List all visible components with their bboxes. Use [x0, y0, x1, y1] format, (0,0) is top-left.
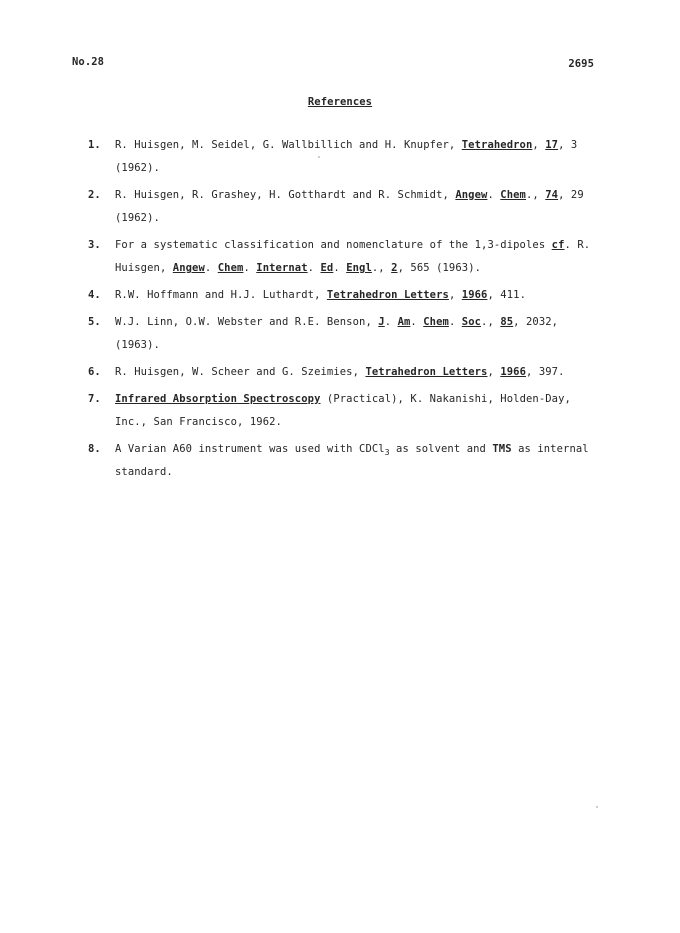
reference-text	[115, 393, 571, 428]
underlined-citation-text: Angew	[455, 189, 488, 201]
reference-number: 7.	[88, 393, 101, 405]
reference-text	[115, 139, 577, 174]
citation-text: .	[384, 316, 398, 328]
page-number: 2695	[568, 58, 594, 70]
references-list	[88, 134, 598, 488]
reference-number: 5.	[88, 316, 101, 328]
reference-item	[88, 311, 598, 357]
underlined-citation-text: Ed	[320, 262, 334, 274]
citation-text: ,	[448, 289, 462, 301]
reference-text	[115, 366, 565, 378]
citation-text: , 29 (1962).	[115, 189, 584, 224]
citation-text: R. Huisgen, R. Grashey, H. Gotthardt and R. Schmidt,	[115, 189, 456, 201]
underlined-citation-text: J	[378, 316, 385, 328]
citation-text: For a systematic classification and nomenclature of the 1,3-dipoles	[115, 239, 552, 251]
reference-number: 6.	[88, 366, 101, 378]
citation-text: .	[307, 262, 321, 274]
underlined-citation-text: 74	[545, 189, 559, 201]
citation-text: R. Huisgen, W. Scheer and G. Szeimies,	[115, 366, 366, 378]
underlined-citation-text: cf	[551, 239, 565, 251]
reference-text	[115, 189, 584, 224]
reference-number: 1.	[88, 139, 101, 151]
citation-text: .	[487, 189, 501, 201]
citation-text: .	[410, 316, 424, 328]
reference-number: 8.	[88, 443, 101, 455]
citation-text: R. Huisgen, M. Seidel, G. Wallbillich and H. Knupfer,	[115, 139, 462, 151]
reference-item	[88, 284, 598, 307]
underlined-citation-text: 1966	[461, 289, 488, 301]
citation-text: as internal standard.	[115, 443, 589, 478]
underlined-citation-text: Chem	[500, 189, 526, 201]
underlined-citation-text: 17	[545, 139, 559, 151]
reference-number: 3.	[88, 239, 101, 251]
underlined-citation-text: Tetrahedron Letters	[365, 366, 488, 378]
reference-text	[115, 239, 590, 274]
citation-text: , 2032, (1963).	[115, 316, 559, 351]
scan-speck	[596, 806, 598, 808]
reference-item	[88, 184, 598, 230]
citation-text: as solvent and	[389, 443, 493, 455]
citation-text: R.W. Hoffmann and H.J. Luthardt,	[115, 289, 327, 301]
underlined-citation-text: Internat	[256, 262, 308, 274]
citation-text: 3	[384, 448, 390, 457]
citation-text: , 411.	[487, 289, 526, 301]
underlined-citation-text: Soc	[461, 316, 482, 328]
reference-text	[115, 443, 589, 478]
underlined-citation-text: 85	[500, 316, 514, 328]
reference-item	[88, 361, 598, 384]
underlined-citation-text: Chem	[217, 262, 244, 274]
citation-text: W.J. Linn, O.W. Webster and R.E. Benson,	[115, 316, 379, 328]
reference-item	[88, 134, 598, 180]
citation-text: .	[204, 262, 218, 274]
underlined-citation-text: Infrared Absorption Spectroscopy	[115, 393, 321, 405]
citation-text: ,	[532, 139, 546, 151]
reference-item	[88, 438, 598, 484]
underlined-citation-text: Engl	[346, 262, 372, 274]
citation-text: ,	[487, 366, 501, 378]
references-heading: References	[307, 96, 373, 108]
scan-speck	[318, 156, 320, 158]
reference-text	[115, 316, 558, 351]
citation-text: , 3 (1962).	[115, 139, 578, 174]
citation-text: .	[448, 316, 462, 328]
underlined-citation-text: Tetrahedron Letters	[326, 289, 449, 301]
reference-number: 4.	[88, 289, 101, 301]
citation-text: , 565 (1963).	[397, 262, 482, 274]
underlined-citation-text: Angew	[172, 262, 205, 274]
reference-item	[88, 234, 598, 280]
underlined-citation-text: Tetrahedron	[461, 139, 533, 151]
citation-text: .,	[371, 262, 392, 274]
journal-issue: No.28	[72, 56, 105, 68]
reference-number: 2.	[88, 189, 101, 201]
underlined-citation-text: Am	[397, 316, 411, 328]
citation-text: (Practical), K. Nakanishi, Holden-Day, Inc., San Francisco, 1962.	[115, 393, 571, 428]
citation-text: .	[333, 262, 347, 274]
citation-text: . R. Huisgen,	[115, 239, 591, 274]
reference-text	[115, 289, 526, 301]
citation-text: , 397.	[526, 366, 565, 378]
underlined-citation-text: Chem	[423, 316, 449, 328]
citation-text: .,	[481, 316, 501, 328]
underlined-citation-text: 2	[391, 262, 398, 274]
citation-text: TMS	[492, 443, 512, 455]
reference-item	[88, 388, 598, 434]
citation-text: .,	[525, 189, 546, 201]
underlined-citation-text: 1966	[500, 366, 526, 378]
citation-text: A Varian A60 instrument was used with CDCl	[115, 443, 385, 455]
citation-text: .	[243, 262, 257, 274]
